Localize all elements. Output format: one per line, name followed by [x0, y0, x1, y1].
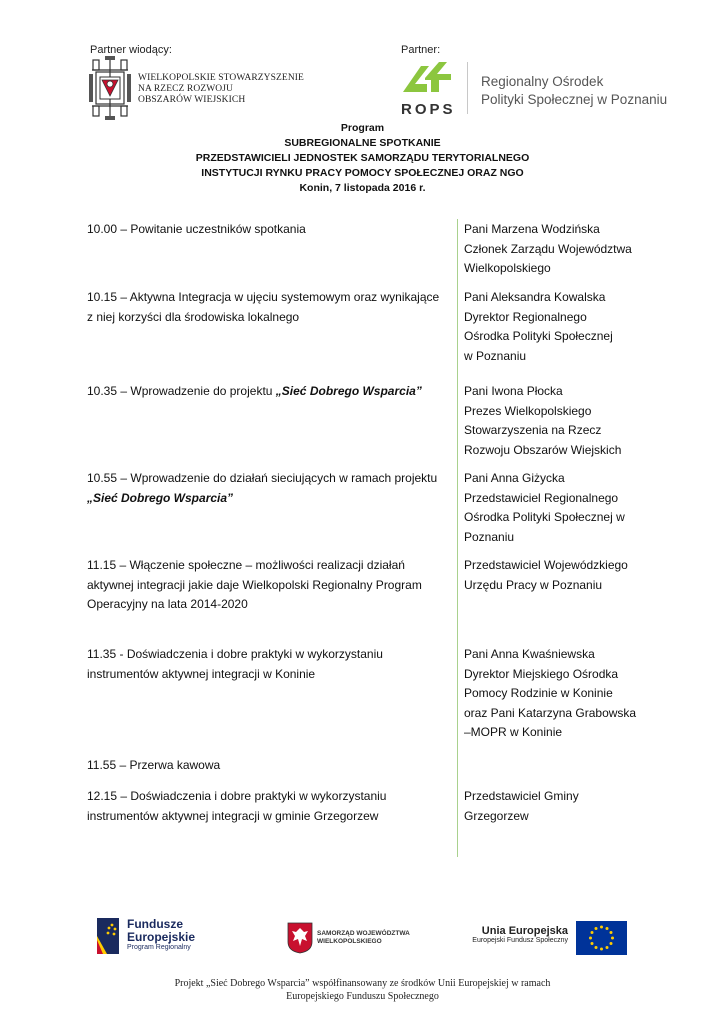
partner-label: Partner: [401, 44, 441, 56]
wsr-line: OBSZARÓW WIEJSKICH [138, 95, 246, 105]
project-name: „Sieć Dobrego Wsparcia” [87, 490, 234, 505]
rops-arrows-icon [401, 60, 453, 94]
agenda-sep: – [116, 758, 130, 772]
agenda-time: 12.15 [87, 789, 118, 803]
title-line: INSTYTUCJI RYNKU PRACY POMOCY SPOŁECZNEJ ORAZ NGO [201, 167, 524, 179]
agenda-sep: – [117, 384, 131, 398]
agenda-speaker [464, 382, 654, 460]
ue-title: Unia Europejska [481, 925, 568, 937]
agenda-sep: – [116, 558, 130, 572]
agenda-text: Wprowadzenie do działań sieciujących w ramach projektu [130, 471, 438, 485]
rops-line: Polityki Społecznej w Poznaniu [481, 92, 668, 107]
agenda-speaker [464, 220, 654, 279]
speaker-line: Pomocy Rodzinie w Koninie [464, 686, 613, 700]
rops-logo [401, 60, 456, 118]
agenda-text: Wprowadzenie do projektu [130, 384, 276, 398]
speaker-line: oraz Pani Katarzyna Grabowska [464, 705, 637, 720]
sw-line: WIELKOPOLSKIEGO [317, 938, 382, 945]
agenda-speaker [464, 469, 654, 547]
ue-sub: Europejski Fundusz Społeczny [472, 937, 568, 944]
speaker-line: Przedstawiciel Gminy [464, 789, 579, 803]
agenda-sep: – [117, 471, 131, 485]
speaker-line: Pani Marzena Wodzińska [464, 222, 600, 236]
speaker-line: Prezes Wielkopolskiego [464, 403, 592, 418]
agenda-sep: - [116, 647, 127, 661]
speaker-line: w Poznaniu [464, 348, 527, 363]
agenda-text: Włączenie społeczne – możliwości realizacji działań aktywnej integracji jakie daje Wielkopolski Regionalny Program Operacyjny na lata 2014-2020 [87, 558, 422, 611]
project-name: „Sieć Dobrego Wsparcia” [275, 384, 422, 398]
agenda-text: Przerwa kawowa [129, 758, 221, 772]
speaker-line: Dyrektor Miejskiego Ośrodka [464, 666, 619, 681]
speaker-line: Urzędu Pracy w Poznaniu [464, 577, 603, 592]
fe-sub: Program Regionalny [127, 944, 191, 951]
agenda-time: 10.35 [87, 384, 118, 398]
fe-line: Europejskie [127, 930, 196, 944]
title-line: PRZEDSTAWICIELI JEDNOSTEK SAMORZĄDU TERYTORIALNEGO [195, 152, 530, 164]
fe-stars-icon [95, 916, 121, 956]
agenda-text: Aktywna Integracja w ujęciu systemowym oraz wynikające z niej korzyści dla środowiska lokalnego [87, 290, 440, 324]
ue-text-block [446, 925, 568, 944]
speaker-line: Wielkopolskiego [464, 261, 551, 275]
fe-text-block [127, 918, 195, 951]
wsr-line: WIELKOPOLSKIE STOWARZYSZENIE [138, 73, 304, 83]
speaker-line: Grzegorzew [464, 808, 529, 823]
sw-line: SAMORZĄD WOJEWÓDZTWA [317, 930, 410, 937]
eagle-crest-icon [287, 922, 313, 954]
speaker-line: Ośrodka Polityki Społecznej [464, 329, 613, 343]
speaker-line: Ośrodka Polityki Społecznej w [464, 510, 625, 524]
speaker-line: Przedstawiciel Regionalnego [464, 490, 619, 505]
agenda-speaker [464, 787, 654, 826]
rops-separator [467, 62, 468, 114]
agenda-time: 10.00 [87, 222, 118, 236]
agenda-speaker [464, 288, 654, 366]
samorzad-logo [287, 922, 313, 959]
speaker-line: Pani Anna Giżycka [464, 471, 565, 485]
agenda-sep: – [117, 789, 131, 803]
agenda-item [87, 469, 447, 508]
agenda-time: 10.15 [87, 290, 118, 304]
speaker-line: Poznaniu [464, 529, 515, 544]
agenda-time: 10.55 [87, 471, 118, 485]
wsr-logo [88, 56, 132, 125]
agenda-time: 11.35 [87, 647, 117, 661]
agenda-item [87, 288, 447, 327]
eu-flag [576, 921, 627, 960]
agenda-item [87, 787, 447, 826]
agenda-sep: – [117, 290, 130, 304]
agenda-speaker [464, 645, 654, 743]
agenda-text: Doświadczenia i dobre praktyki w wykorzystaniu instrumentów aktywnej integracji w Koninie [87, 647, 383, 681]
speaker-line: Pani Aleksandra Kowalska [464, 290, 606, 304]
rops-line: Regionalny Ośrodek [481, 74, 604, 89]
speaker-line: Stowarzyszenia na Rzecz [464, 423, 602, 437]
rops-name [481, 73, 667, 109]
sw-text-block [317, 930, 410, 946]
column-divider [457, 219, 458, 857]
title-line: Program [340, 122, 385, 134]
eu-flag-icon [576, 921, 627, 955]
agenda-speaker [464, 556, 654, 595]
project-footer [0, 977, 725, 1003]
agenda-item [87, 756, 447, 776]
speaker-line: Przedstawiciel Wojewódzkiego [464, 558, 628, 572]
fe-line: Fundusze [127, 917, 183, 931]
wsr-emblem-icon [88, 56, 132, 120]
lead-partner-label: Partner wiodący: [90, 44, 172, 56]
agenda-text: Powitanie uczestników spotkania [130, 222, 306, 236]
agenda-text: Doświadczenia i dobre praktyki w wykorzystaniu instrumentów aktywnej integracji w gminie Grzegorzew [87, 789, 387, 823]
title-line: Konin, 7 listopada 2016 r. [299, 182, 426, 194]
speaker-line: Pani Anna Kwaśniewska [464, 647, 595, 661]
speaker-line: Dyrektor Regionalnego [464, 309, 587, 324]
agenda-item [87, 556, 447, 615]
project-line: Projekt „Sieć Dobrego Wsparcia” współfinansowany ze środków Unii Europejskiej w ramach [174, 978, 551, 989]
agenda-item [87, 220, 447, 240]
agenda-item [87, 382, 447, 402]
agenda-time: 11.55 [87, 758, 117, 772]
rops-wordmark: ROPS [401, 101, 456, 118]
fundusze-europejskie-logo [95, 916, 121, 961]
title-line: SUBREGIONALNE SPOTKANIE [284, 137, 441, 149]
agenda-item [87, 645, 447, 684]
project-line: Europejskiego Funduszu Społecznego [286, 991, 439, 1002]
speaker-line: –MOPR w Koninie [464, 725, 563, 739]
speaker-line: Rozwoju Obszarów Wiejskich [464, 442, 622, 457]
wsr-line: NA RZECZ ROZWOJU [138, 84, 234, 94]
wsr-name [138, 73, 304, 106]
agenda-time: 11.15 [87, 558, 117, 572]
agenda-sep: – [117, 222, 131, 236]
program-title [0, 121, 725, 196]
speaker-line: Członek Zarządu Województwa [464, 241, 632, 256]
speaker-line: Pani Iwona Płocka [464, 384, 563, 398]
